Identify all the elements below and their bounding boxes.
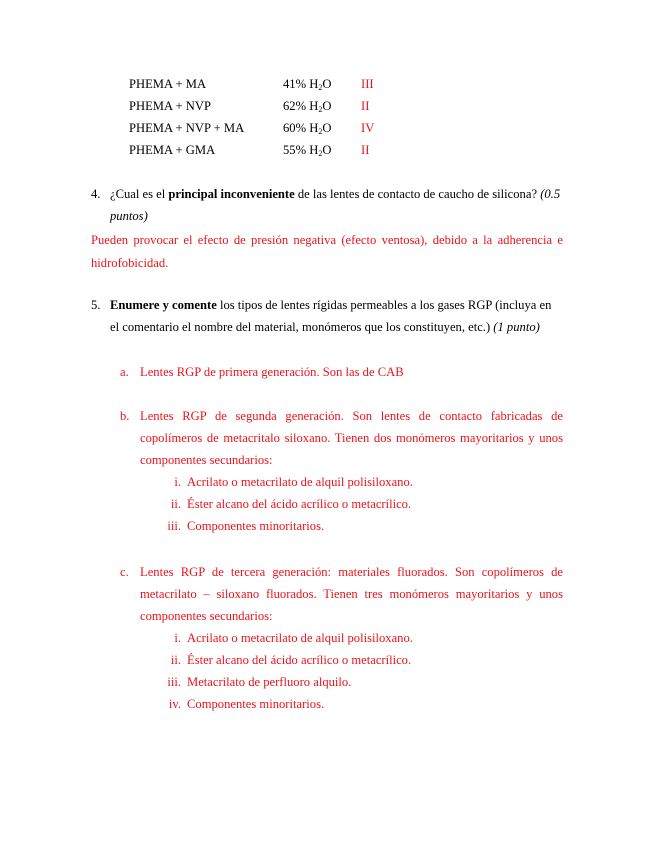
list-marker: ii. (170, 497, 181, 511)
question-text: ¿Cual es el principal inconveniente de las lentes de contacto de caucho de silicona? (0.5 (110, 187, 561, 201)
list-item: Metacrilato de perfluoro alquilo. (187, 675, 352, 689)
list-marker: i. (174, 475, 181, 489)
list-item: Acrilato o metacrilato de alquil polisiloxano. (187, 631, 413, 645)
table-row (0, 99, 655, 117)
list-item: Componentes minoritarios. (187, 697, 325, 711)
water-content-cell: 60% $H_2O$ (283, 121, 332, 136)
question-number: 5. (91, 298, 101, 312)
answer-text: metacrilato – siloxano fluorados. Tienen tres monómeros mayoritarios y unos (140, 587, 563, 601)
fda-group-cell: IV (361, 121, 375, 135)
list-item: Éster alcano del ácido acrílico o metacrílico. (187, 653, 412, 667)
list-marker: c. (120, 565, 129, 579)
table-row (0, 77, 655, 95)
question-points: puntos) (110, 209, 148, 223)
answer-text: copolímeros de metacritalo siloxano. Tienen dos monómeros mayoritarios y unos (140, 431, 563, 445)
list-marker: iii. (167, 675, 181, 689)
answer-text: Lentes RGP de tercera generación: materiales fluorados. Son copolímeros de (140, 565, 563, 579)
answer-text: componentes secundarios: (140, 609, 273, 623)
answer-text: hidrofobicidad. (91, 256, 169, 270)
table-row (0, 121, 655, 139)
list-marker: a. (120, 365, 129, 379)
answer-text: componentes secundarios: (140, 453, 273, 467)
material-cell: PHEMA + MA (129, 77, 207, 91)
material-cell: PHEMA + NVP + MA (129, 121, 245, 135)
answer-text: Lentes RGP de segunda generación. Son lentes de contacto fabricadas de (140, 409, 563, 423)
material-cell: PHEMA + NVP (129, 99, 211, 113)
list-marker: iii. (167, 519, 181, 533)
answer-text: Lentes RGP de primera generación. Son las de CAB (140, 365, 404, 379)
water-content-cell: 41% $H_2O$ (283, 77, 332, 92)
question-number: 4. (91, 187, 101, 201)
list-marker: ii. (170, 653, 181, 667)
list-item: Acrilato o metacrilato de alquil polisiloxano. (187, 475, 413, 489)
list-marker: b. (120, 409, 130, 423)
water-content-cell: 55% $H_2O$ (283, 143, 332, 158)
list-item: Éster alcano del ácido acrílico o metacrílico. (187, 497, 412, 511)
question-text: Enumere y comente los tipos de lentes rígidas permeables a los gases RGP (incluya en (110, 298, 552, 312)
list-marker: i. (174, 631, 181, 645)
material-cell: PHEMA + GMA (129, 143, 216, 157)
fda-group-cell: II (361, 99, 370, 113)
list-marker: iv. (168, 697, 181, 711)
question-text: el comentario el nombre del material, monómeros que los constituyen, etc.) (1 punto) (110, 320, 540, 334)
answer-text: Pueden provocar el efecto de presión negativa (efecto ventosa), debido a la adherencia e (91, 233, 563, 247)
fda-group-cell: III (361, 77, 374, 91)
table-row (0, 143, 655, 161)
fda-group-cell: II (361, 143, 370, 157)
list-item: Componentes minoritarios. (187, 519, 325, 533)
water-content-cell: 62% $H_2O$ (283, 99, 332, 114)
